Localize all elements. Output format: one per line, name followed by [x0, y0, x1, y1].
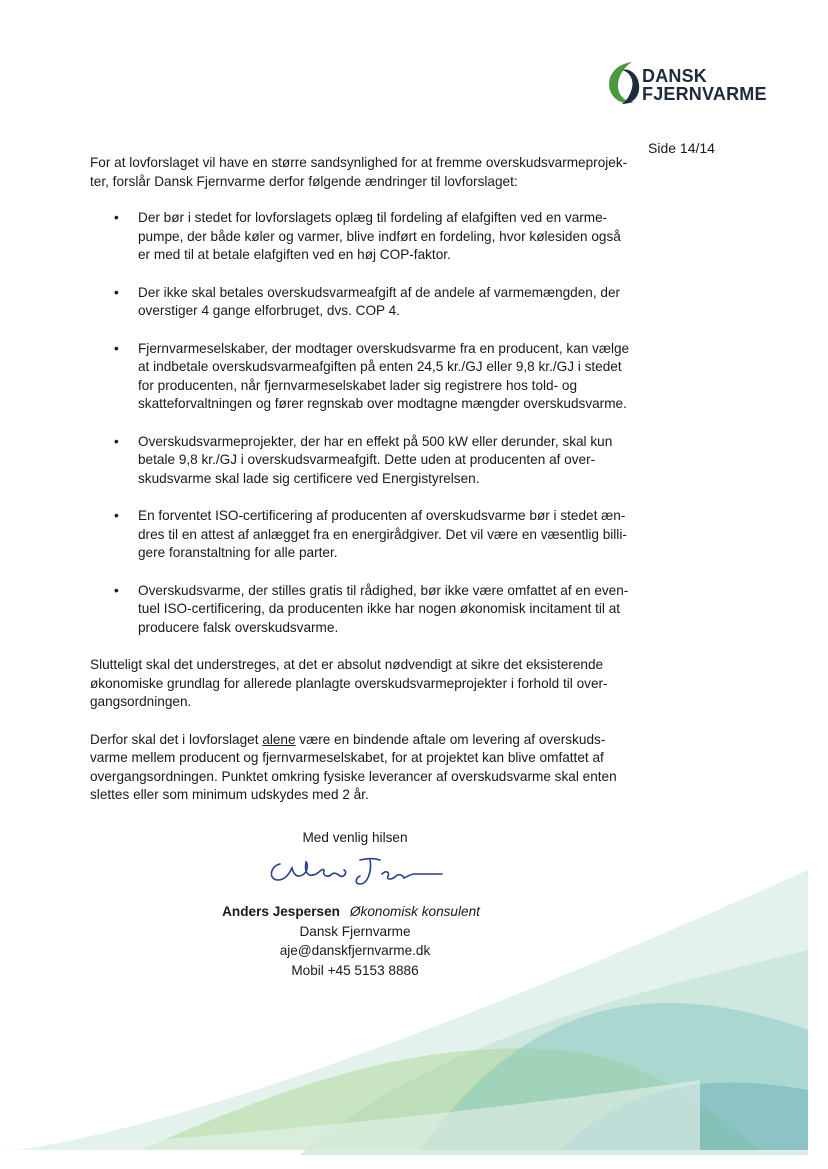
sender-name: Anders Jespersen: [222, 904, 340, 919]
list-item: • Fjernvarmeselskaber, der modtager overskudsvarme fra en producent, kan vælge at indbetale overskudsvarmeafgiften på enten 24,5 kr./GJ eller 9,8 kr./GJ i stedet for producenten, når fjernvarmeselskabet lader sig registrere hos told- og skatteforvaltningen og fører regnskab over modtagne mængder overskudsvarme.: [114, 340, 630, 411]
conclusion-paragraph: Slutteligt skal det understreges, at det er absolut nødvendigt at sikre det eksisterende økonomiske grundlag for allerede planlagte overskudsvarmeprojekter i forhold til over-gangsordningen.: [90, 657, 608, 709]
list-item: • En forventet ISO-certificering af producenten af overskudsvarme bør i stedet æn-dres til en attest af anlægget fra en energirådgiver. Det vil være en væsentlig billi-gere foranstaltning for alle parter.: [114, 508, 627, 560]
intro-paragraph: For at lovforslaget vil have en større sandsynlighed for at fremme overskudsvarmeprojek-ter, forslår Dansk Fjernvarme derfor følgende ændringer til lovforslaget:: [90, 155, 628, 189]
letter-body: [90, 154, 636, 805]
greeting: Med venlig hilsen: [302, 830, 408, 845]
bullet-icon: •: [114, 284, 119, 300]
bullet-icon: •: [114, 508, 119, 523]
list-item: • Der bør i stedet for lovforslagets oplæg til fordeling af elafgiften ved en varme-pumpe, der både køler og varmer, blive indført en fordeling, hvor kølesiden også er med til at betale elafgiften ved en høj COP-faktor.: [114, 210, 621, 262]
dansk-fjernvarme-logo: [604, 58, 774, 108]
final-paragraph: Derfor skal det i lovforslaget alene være en bindende aftale om levering af overskuds-varme mellem producent og fjernvarmeselskabet, for at projektet kan blive omfattet af overgangsordningen. Punktet omkring fysiske leverancer af overskudsvarme skal enten slettes eller som minimum udskydes med 2 år.: [90, 731, 617, 802]
logo-swirl-icon: [604, 58, 644, 108]
sender-email[interactable]: aje@danskfjernvarme.dk: [279, 943, 431, 958]
page-number: Side 14/14: [648, 140, 715, 156]
bullet-icon: •: [114, 210, 119, 225]
bullet-icon: •: [114, 582, 119, 598]
sender-phone: Mobil +45 5153 8886: [291, 962, 419, 978]
logo-text-line1: DANSK: [642, 66, 708, 86]
underlined-word: alene: [262, 731, 296, 747]
decorative-wave-graphic: [0, 850, 828, 1169]
list-item: • Overskudsvarmeprojekter, der har en effekt på 500 kW eller derunder, skal kun betale 9,8 kr./GJ i overskudsvarmeafgift. Dette uden at producenten af over-skudsvarme skal lade sig certificere ved Energistyrelsen.: [114, 433, 613, 486]
list-item: • Overskudsvarme, der stilles gratis til rådighed, bør ikke være omfattet af en even-tuel ISO-certificering, da producenten ikke har nogen økonomisk incitament til at producere falsk overskudsvarme.: [114, 582, 629, 635]
list-item: • Der ikke skal betales overskudsvarmeafgift af de andele af varmemængden, der overstiger 4 gange elforbruget, dvs. COP 4.: [114, 284, 621, 318]
logo-text-line2: FJERNVARME: [642, 84, 767, 104]
sender-title: Økonomisk konsulent: [349, 904, 480, 919]
handwritten-signature: [264, 850, 444, 890]
proposed-changes-list: [90, 209, 636, 637]
sender-organization: Dansk Fjernvarme: [299, 923, 411, 939]
sender-block: [0, 902, 710, 980]
bullet-icon: •: [114, 340, 119, 356]
bullet-icon: •: [114, 433, 119, 449]
